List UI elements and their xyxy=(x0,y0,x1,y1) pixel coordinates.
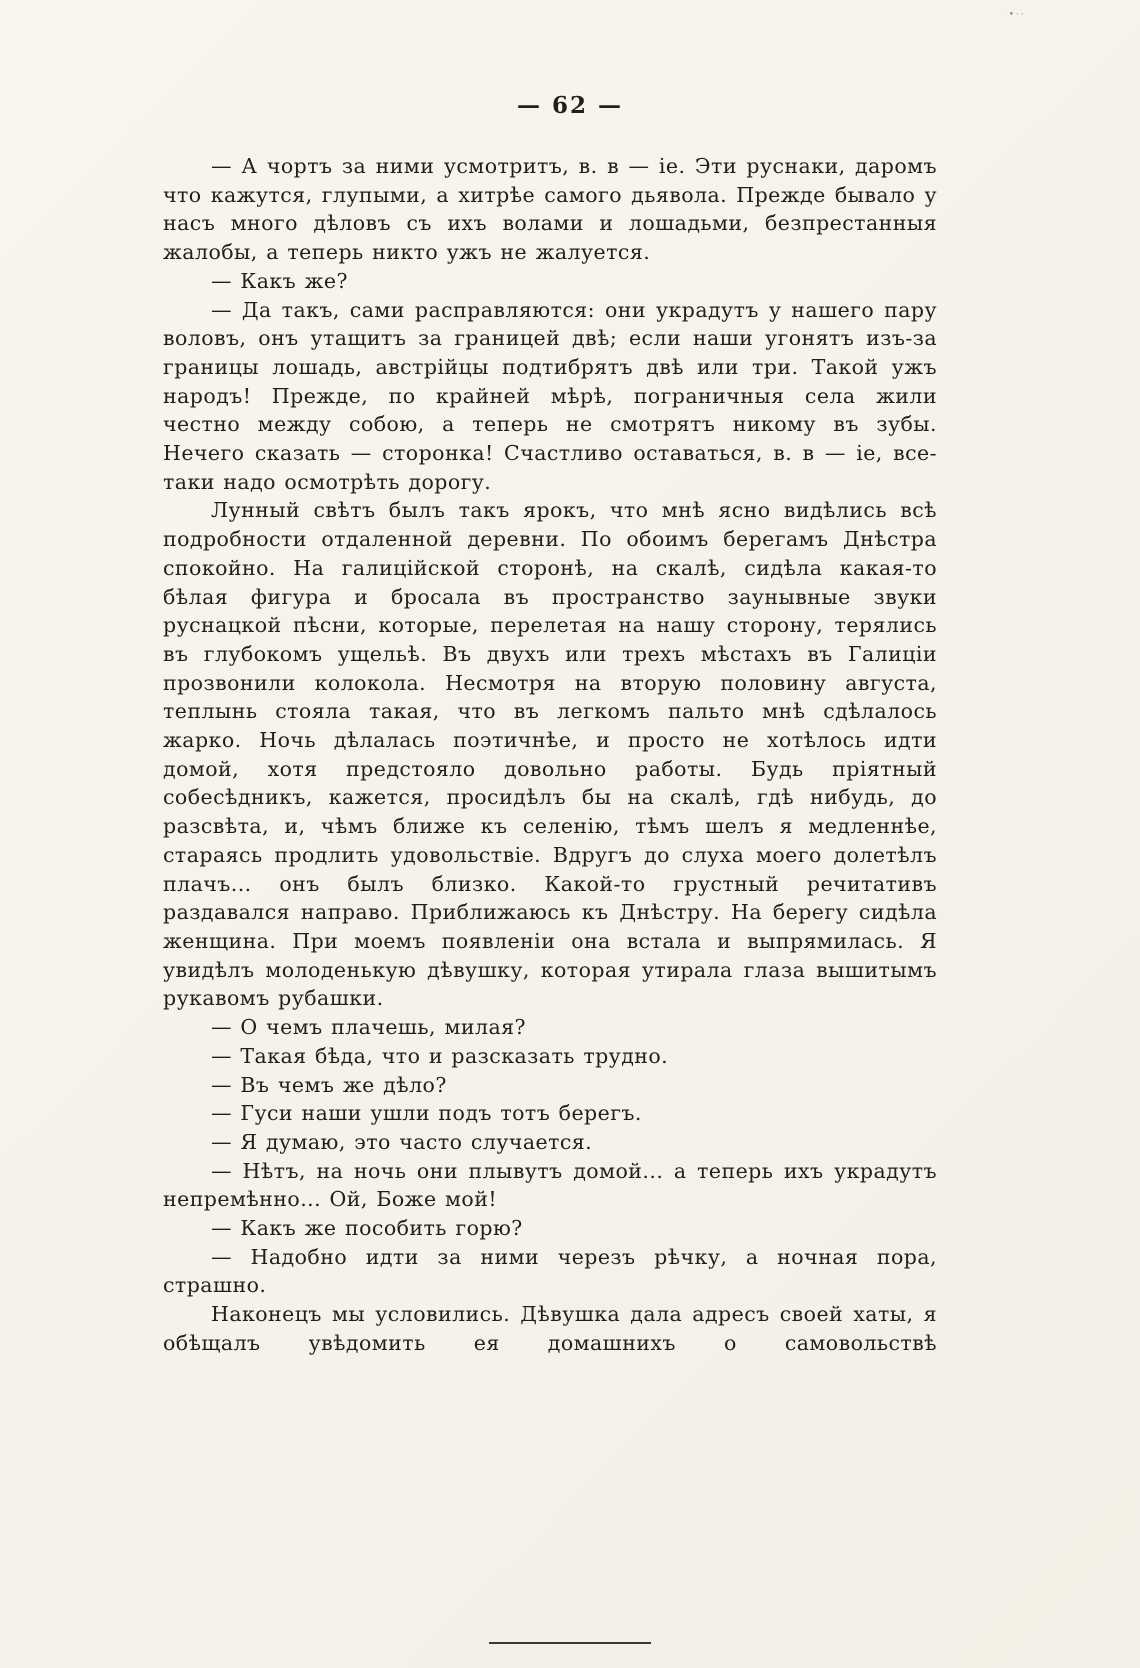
dialogue-paragraph: — О чемъ плачешь, милая? xyxy=(211,1015,526,1040)
dialogue-paragraph: — А чортъ за ними усмотритъ, в. в — іе. Эти руснаки, даромъ что кажутся, глупыми, а хитрѣе самого дьявола. Прежде бывало у насъ много дѣловъ съ ихъ волами и лошадьми, безпрестанныя жалобы, а теперь никто ужъ не жалуется. xyxy=(163,154,937,265)
page-number: — 62 — xyxy=(516,92,624,119)
dialogue-paragraph: — Какъ же пособить горю? xyxy=(211,1216,523,1241)
dialogue-paragraph: — Нѣтъ, на ночь они плывутъ домой... а теперь ихъ украдутъ непремѣнно... Ой, Боже мой! xyxy=(163,1158,937,1212)
dialogue-paragraph: — Да такъ, сами расправляются: они украдутъ у нашего пару воловъ, онъ утащитъ за границей двѣ; если наши угонятъ изъ-за границы лошадь, австрійцы подтибрятъ двѣ или три. Такой ужъ народъ! Прежде, по крайней мѣрѣ, пограничныя села жили честно между собою, а теперь не смотрятъ никому въ зубы. Нечего сказать — сторонка! Счастливо оставаться, в. в — іе, все-таки надо осмотрѣть дорогу. xyxy=(163,297,937,494)
dialogue-paragraph: — Такая бѣда, что и разсказать трудно. xyxy=(211,1043,669,1068)
scan-artifact xyxy=(994,10,1028,16)
text-block xyxy=(163,152,937,1358)
dialogue-paragraph: — Въ чемъ же дѣло? xyxy=(211,1072,447,1097)
dialogue-paragraph: — Какъ же? xyxy=(211,268,348,293)
section-divider xyxy=(489,1642,651,1644)
dialogue-paragraph: — Гуси наши ушли подъ тотъ берегъ. xyxy=(211,1101,642,1126)
dialogue-paragraph: — Я думаю, это часто случается. xyxy=(211,1129,593,1154)
narrative-paragraph: Наконецъ мы условились. Дѣвушка дала адресъ своей хаты, я обѣщалъ увѣдомить ея домашнихъ о самовольствѣ xyxy=(163,1302,937,1355)
dialogue-paragraph: — Надобно идти за ними черезъ рѣчку, а ночная пора, страшно. xyxy=(163,1244,937,1298)
narrative-paragraph: Лунный свѣтъ былъ такъ ярокъ, что мнѣ ясно видѣлись всѣ подробности отдаленной деревни. По обоимъ берегамъ Днѣстра спокойно. На галиційской сторонѣ, на скалѣ, сидѣла какая-то бѣлая фигура и бросала въ пространство заунывные звуки руснацкой пѣсни, которые, перелетая на нашу сторону, терялись въ глубокомъ ущельѣ. Въ двухъ или трехъ мѣстахъ въ Галиціи прозвонили колокола. Несмотря на вторую половину августа, теплынь стояла такая, что въ легкомъ пальто мнѣ сдѣлалось жарко. Ночь дѣлалась поэтичнѣе, и просто не хотѣлось идти домой, хотя предстояло довольно работы. Будь пріятный собесѣдникъ, кажется, просидѣлъ бы на скалѣ, гдѣ нибудь, до разсвѣта, и, чѣмъ ближе къ селенію, тѣмъ шелъ я медленнѣе, стараясь продлить удовольствіе. Вдругъ до слуха моего долетѣлъ плачъ... онъ былъ близко. Какой-то грустный речитативъ раздавался направо. Приближаюсь къ Днѣстру. На берегу сидѣла женщина. При моемъ появленіи она встала и выпрямилась. Я увидѣлъ молоденькую дѣвушку, которая утирала глаза вышитымъ рукавомъ рубашки. xyxy=(163,498,937,1011)
